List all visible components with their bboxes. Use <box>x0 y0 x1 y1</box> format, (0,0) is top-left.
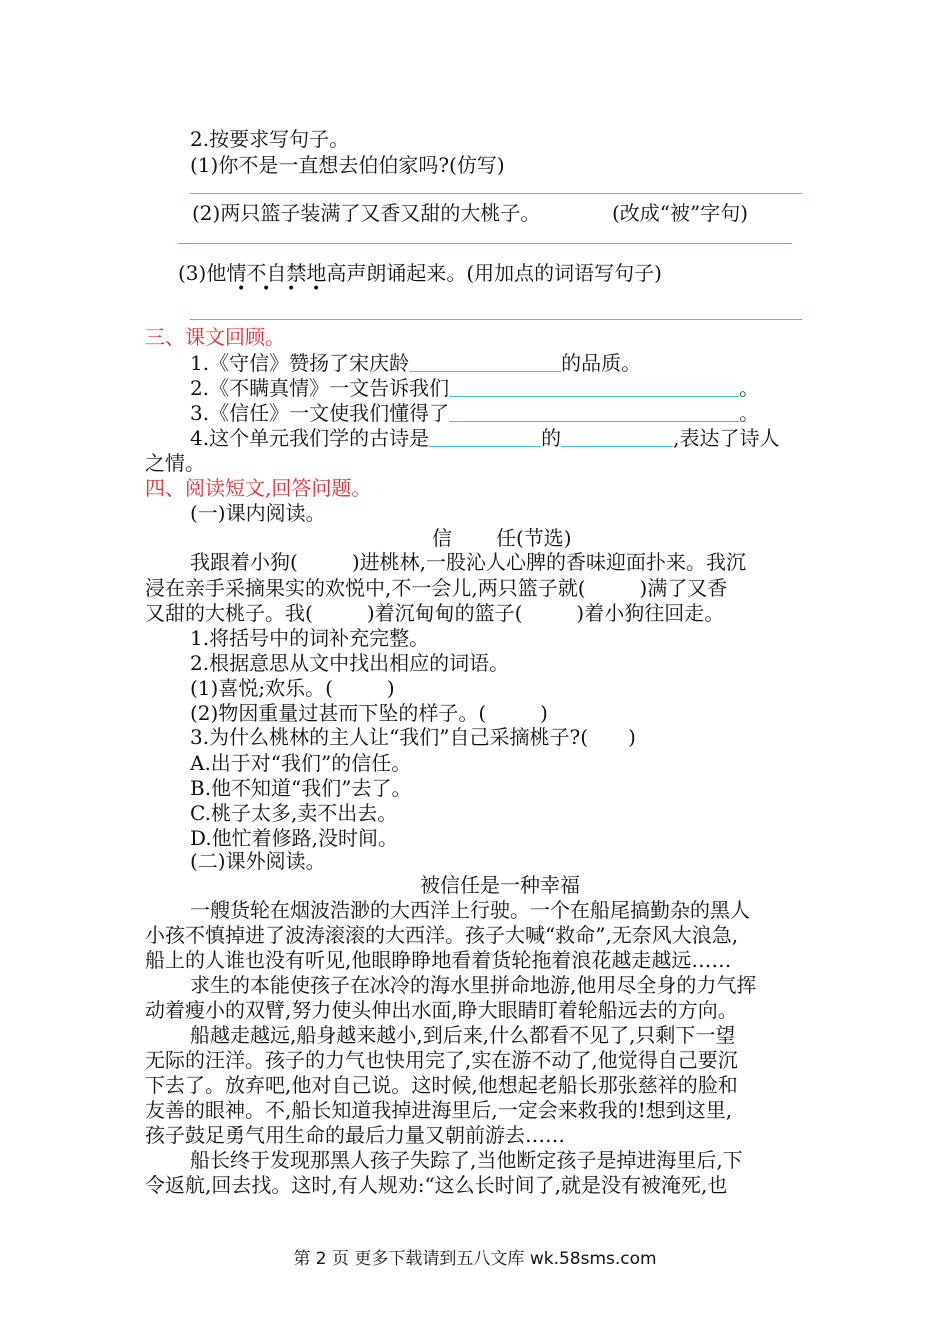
passage-2-line: 令返航,回去找。这时,有人规劝:“这么长时间了,就是没有被淹死,也 <box>145 1173 728 1197</box>
s2-q2-requirement: (改成“被”字句) <box>612 201 749 225</box>
passage-2-line: 无际的汪洋。孩子的力气也快用完了,实在游不动了,他觉得自己要沉 <box>145 1048 738 1072</box>
s2-q2: (2)两只篮子装满了又香又甜的大桃子。 <box>192 201 541 225</box>
blank[interactable] <box>409 351 561 372</box>
emphasis-dot: • <box>237 281 246 297</box>
passage-1-title: 信 任(节选) <box>432 526 572 550</box>
passage-2-title: 被信任是一种幸福 <box>420 873 580 897</box>
passage-2-line: 船长终于发现那黑人孩子失踪了,当他断定孩子是掉进海里后,下 <box>190 1148 743 1172</box>
question-3: 3.为什么桃林的主人让“我们”自己采摘桃子?( ) <box>190 725 636 749</box>
answer-line[interactable] <box>190 319 802 320</box>
blank[interactable] <box>429 426 541 447</box>
passage-2-line: 船越走越远,船身越来越小,到后来,什么都看不见了,只剩下一望 <box>190 1023 736 1047</box>
question-2a: (1)喜悦;欢乐。( ) <box>190 676 395 700</box>
passage-1-line: 我跟着小狗( )进桃林,一股沁人心脾的香味迎面扑来。我沉 <box>190 550 746 574</box>
passage-2-line: 一艘货轮在烟波浩渺的大西洋上行驶。一个在船尾搞勤杂的黑人 <box>190 898 750 922</box>
passage-2-line: 友善的眼神。不,船长知道我掉进海里后,一定会来救我的!想到这里, <box>145 1098 733 1122</box>
blank[interactable] <box>449 376 739 397</box>
part-2-label: (二)课外阅读。 <box>190 849 326 873</box>
section-3-title: 三、课文回顾。 <box>145 325 285 349</box>
emphasis-dot: • <box>312 281 321 297</box>
passage-2-line: 孩子鼓足勇气用生命的最后力量又朝前游去…… <box>145 1123 565 1147</box>
passage-2-line: 求生的本能使孩子在冰冷的海水里拼命地游,他用尽全身的力气挥 <box>190 973 757 997</box>
question-1: 1.将括号中的词补充完整。 <box>190 626 430 650</box>
answer-line[interactable] <box>178 243 792 244</box>
passage-1-line: 又甜的大桃子。我( )着沉甸甸的篮子( )着小狗往回走。 <box>145 601 725 625</box>
option-a: A.出于对“我们”的信任。 <box>190 751 412 775</box>
passage-2-line: 动着瘦小的双臂,努力使头伸出水面,睁大眼睛盯着轮船远去的方向。 <box>145 998 738 1022</box>
sec3-line-1: 1.《守信》赞扬了宋庆龄 的品质。 <box>190 351 642 375</box>
page-footer: 第 2 页 更多下载请到五八文库 wk.58sms.com <box>293 1249 657 1269</box>
sec3-line-3: 3.《信任》一文使我们懂得了 。 <box>190 401 760 425</box>
answer-line[interactable] <box>190 193 802 194</box>
s2-q3: (3)他情不自禁地高声朗诵起来。(用加点的词语写句子) <box>178 261 662 285</box>
passage-2-line: 船上的人谁也没有听见,他眼睁睁地看着货轮拖着浪花越走越远…… <box>145 948 732 972</box>
s2-heading: 2.按要求写句子。 <box>190 127 350 151</box>
s2-q1: (1)你不是一直想去伯伯家吗?(仿写) <box>190 153 505 177</box>
emphasis-dot: • <box>287 281 296 297</box>
sec3-line-4-cont: 之情。 <box>145 451 205 475</box>
option-b: B.他不知道“我们”去了。 <box>190 776 412 800</box>
sec3-line-2: 2.《不瞒真情》一文告诉我们 。 <box>190 376 760 400</box>
part-1-label: (一)课内阅读。 <box>190 501 326 525</box>
blank[interactable] <box>449 401 739 422</box>
option-c: C.桃子太多,卖不出去。 <box>190 801 398 825</box>
section-4-title: 四、阅读短文,回答问题。 <box>145 476 372 500</box>
passage-1-line: 浸在亲手采摘果实的欢悦中,不一会儿,两只篮子就( )满了又香 <box>145 576 728 600</box>
passage-2-line: 小孩不慎掉进了波涛滚滚的大西洋。孩子大喊“救命”,无奈风大浪急, <box>145 923 739 947</box>
option-d: D.他忙着修路,没时间。 <box>190 826 399 850</box>
passage-2-line: 下去了。放弃吧,他对自己说。这时候,他想起老船长那张慈祥的脸和 <box>145 1073 738 1097</box>
blank[interactable] <box>561 426 673 447</box>
question-2: 2.根据意思从文中找出相应的词语。 <box>190 651 510 675</box>
emphasis-dot: • <box>262 281 271 297</box>
sec3-line-4: 4.这个单元我们学的古诗是 的 ,表达了诗人 <box>190 426 780 450</box>
question-2b: (2)物因重量过甚而下坠的样子。( ) <box>190 701 548 725</box>
